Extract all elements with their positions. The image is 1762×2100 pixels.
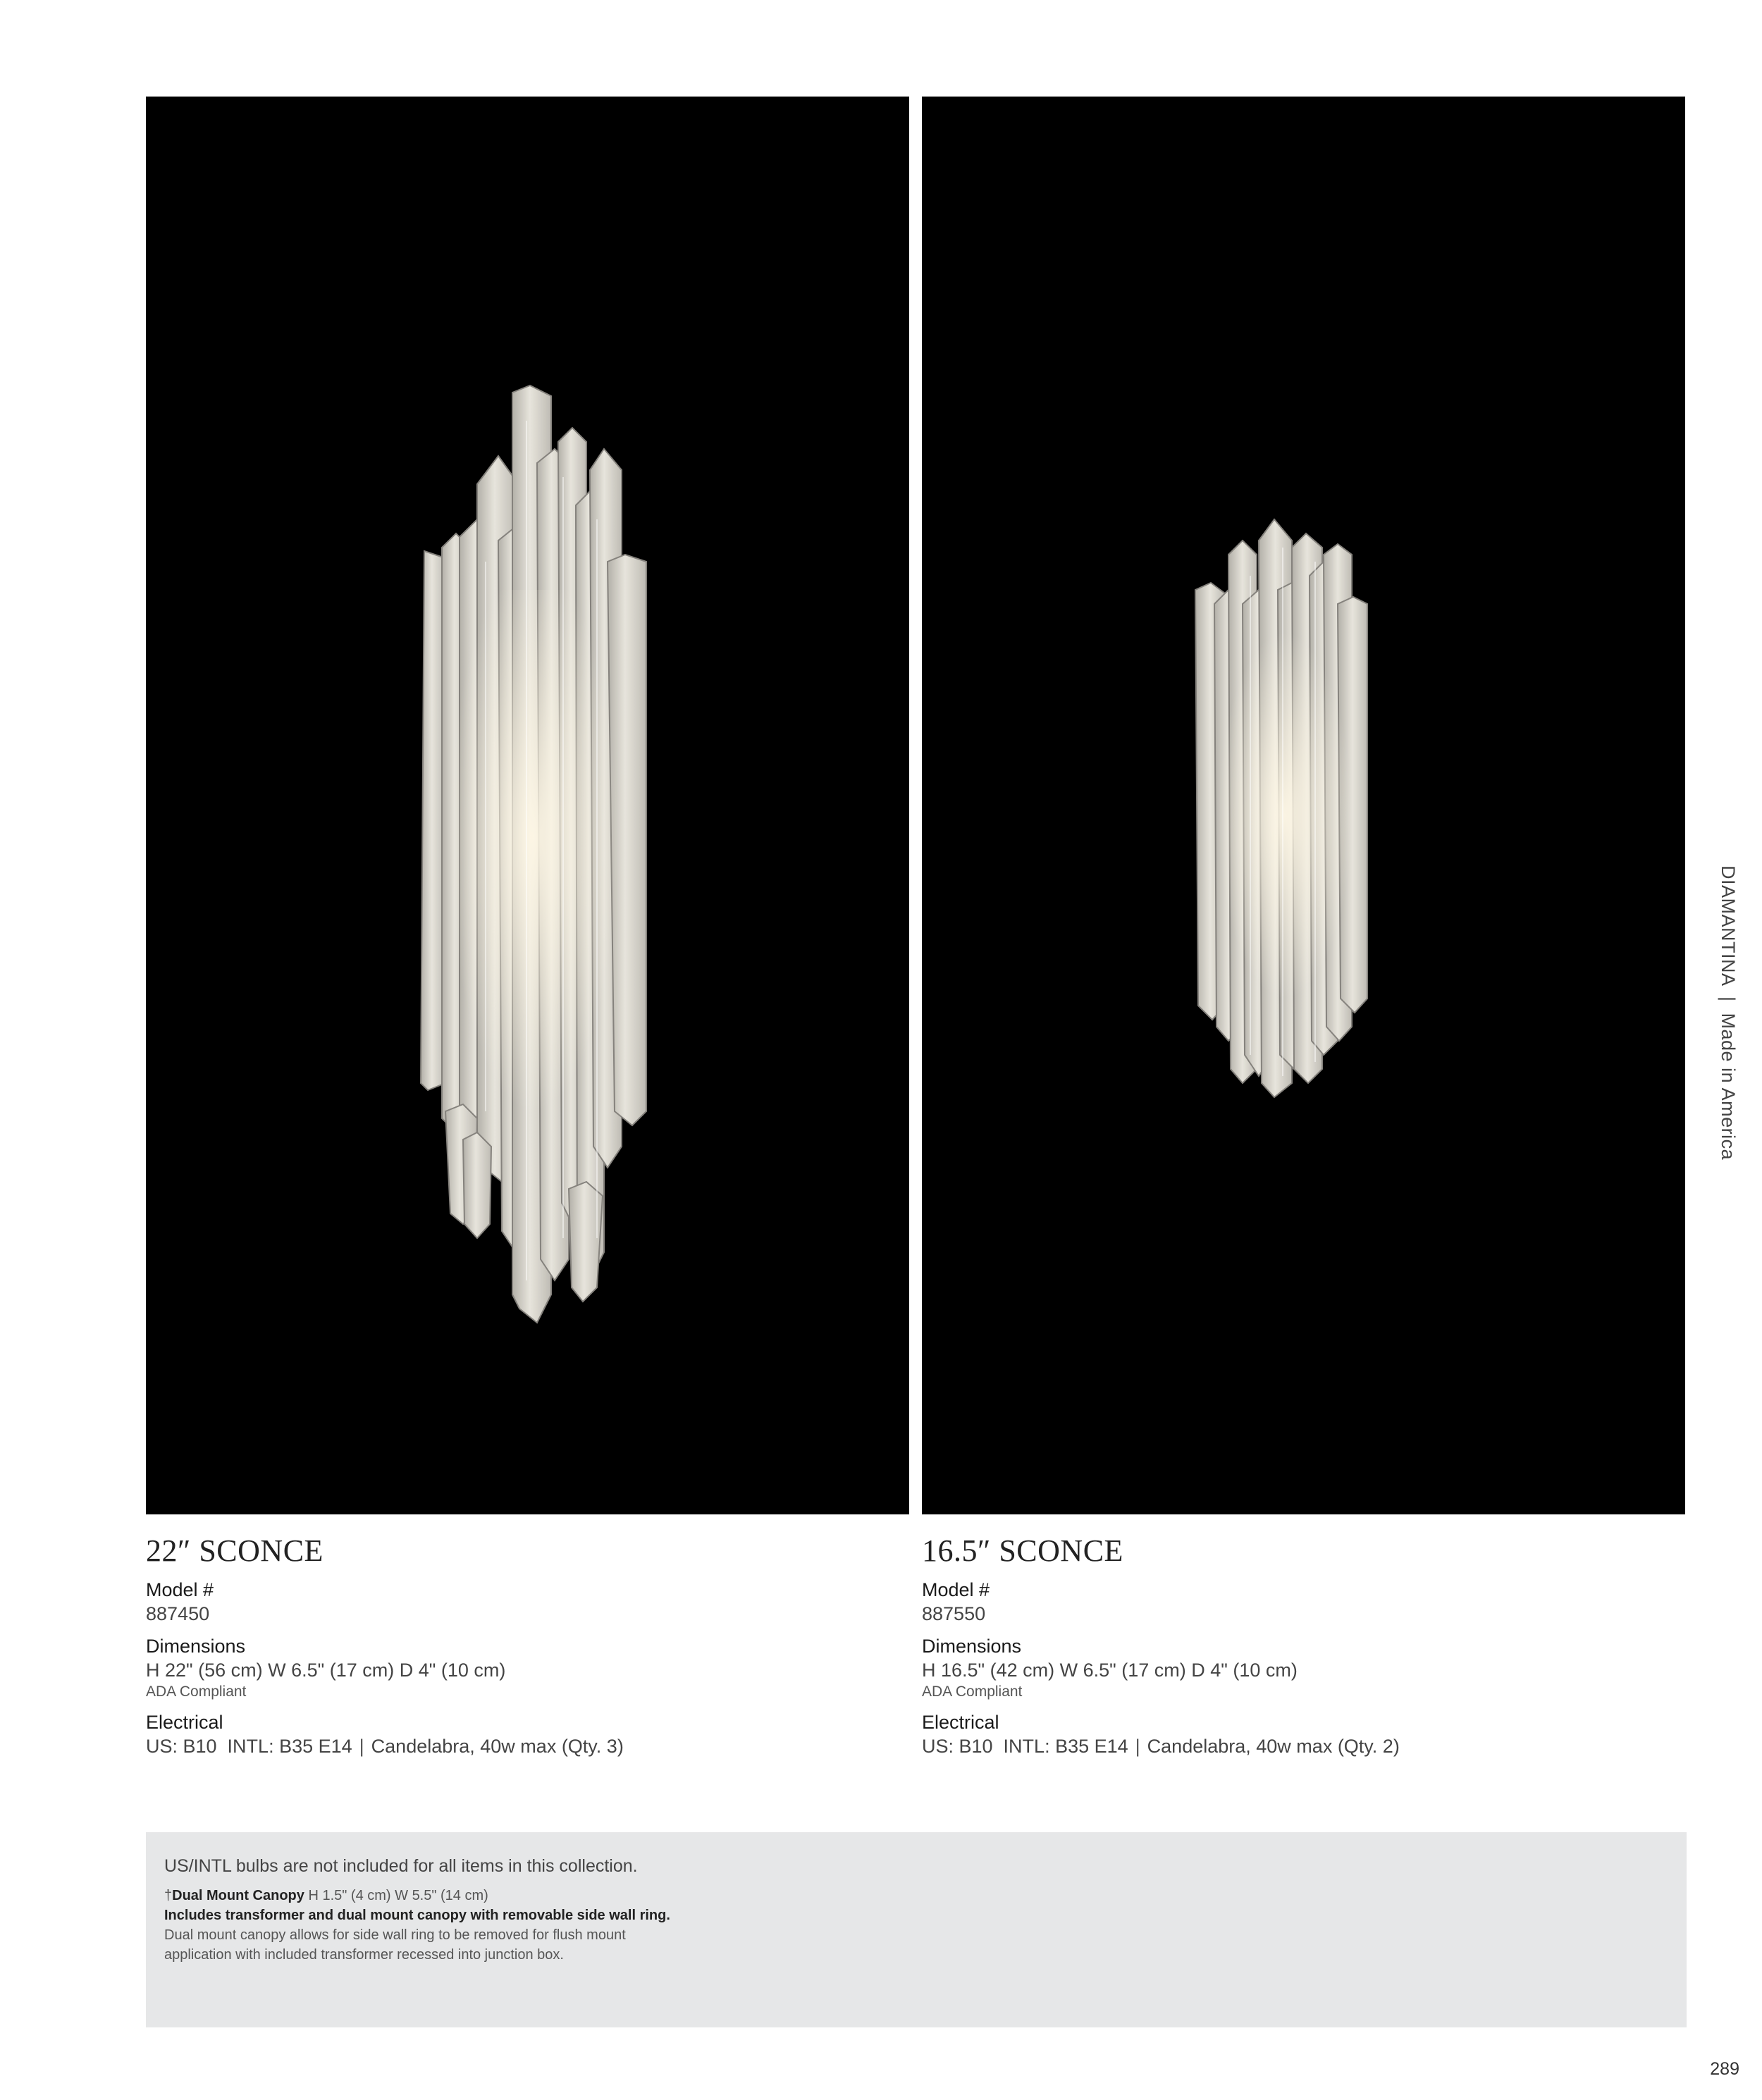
electrical-bulb: US: B10 INTL: B35 E14 — [922, 1736, 1128, 1757]
electrical-bulb: US: B10 INTL: B35 E14 — [146, 1736, 352, 1757]
canopy-line — [164, 1886, 1668, 1906]
crystal-sconce-image-large — [146, 97, 909, 1514]
page-number: 289 — [1710, 2059, 1739, 2079]
electrical-detail: Candelabra, 40w max (Qty. 2) — [1147, 1736, 1400, 1757]
dimensions-label: Dimensions — [146, 1636, 246, 1657]
electrical-value — [146, 1734, 909, 1758]
electrical-label: Electrical — [922, 1712, 999, 1733]
model-number: 887450 — [146, 1603, 210, 1624]
dimensions-value: H 22" (56 cm) W 6.5" (17 cm) D 4" (10 cm) — [146, 1660, 506, 1681]
canopy-title: Dual Mount Canopy — [172, 1888, 304, 1903]
model-label: Model # — [146, 1579, 214, 1600]
collection-side-label: DIAMANTINA | Made in America — [1718, 865, 1739, 1161]
canopy-dimensions: H 1.5" (4 cm) W 5.5" (14 cm) — [308, 1888, 488, 1903]
dimensions-label: Dimensions — [922, 1636, 1022, 1657]
ada-compliant: ADA Compliant — [146, 1684, 247, 1700]
crystal-sconce-image-small — [922, 97, 1685, 1514]
product-info-16-5-sconce — [922, 1533, 1685, 1758]
model-number: 887550 — [922, 1603, 986, 1624]
product-title: 16.5″ SCONCE — [922, 1533, 1123, 1568]
collection-notes-box — [146, 1832, 1687, 2027]
bulbs-note: US/INTL bulbs are not included for all items in this collection. — [164, 1856, 638, 1876]
model-label: Model # — [922, 1579, 990, 1600]
includes-note: Includes transformer and dual mount canopy with removable side wall ring. — [164, 1908, 670, 1923]
product-photo-22-sconce — [146, 97, 909, 1514]
electrical-separator: | — [359, 1736, 364, 1757]
product-info-22-sconce — [146, 1533, 909, 1758]
electrical-detail: Candelabra, 40w max (Qty. 3) — [371, 1736, 624, 1757]
electrical-value — [922, 1734, 1685, 1758]
ada-compliant: ADA Compliant — [922, 1684, 1023, 1700]
product-title: 22″ SCONCE — [146, 1533, 324, 1568]
electrical-separator: | — [1135, 1736, 1140, 1757]
dimensions-value: H 16.5" (42 cm) W 6.5" (17 cm) D 4" (10 cm) — [922, 1660, 1298, 1681]
dagger-mark: † — [164, 1888, 173, 1903]
electrical-label: Electrical — [146, 1712, 223, 1733]
canopy-description-2: application with included transformer recessed into junction box. — [164, 1947, 564, 1963]
product-photo-16-5-sconce — [922, 97, 1685, 1514]
canopy-description-1: Dual mount canopy allows for side wall ring to be removed for flush mount — [164, 1927, 626, 1943]
